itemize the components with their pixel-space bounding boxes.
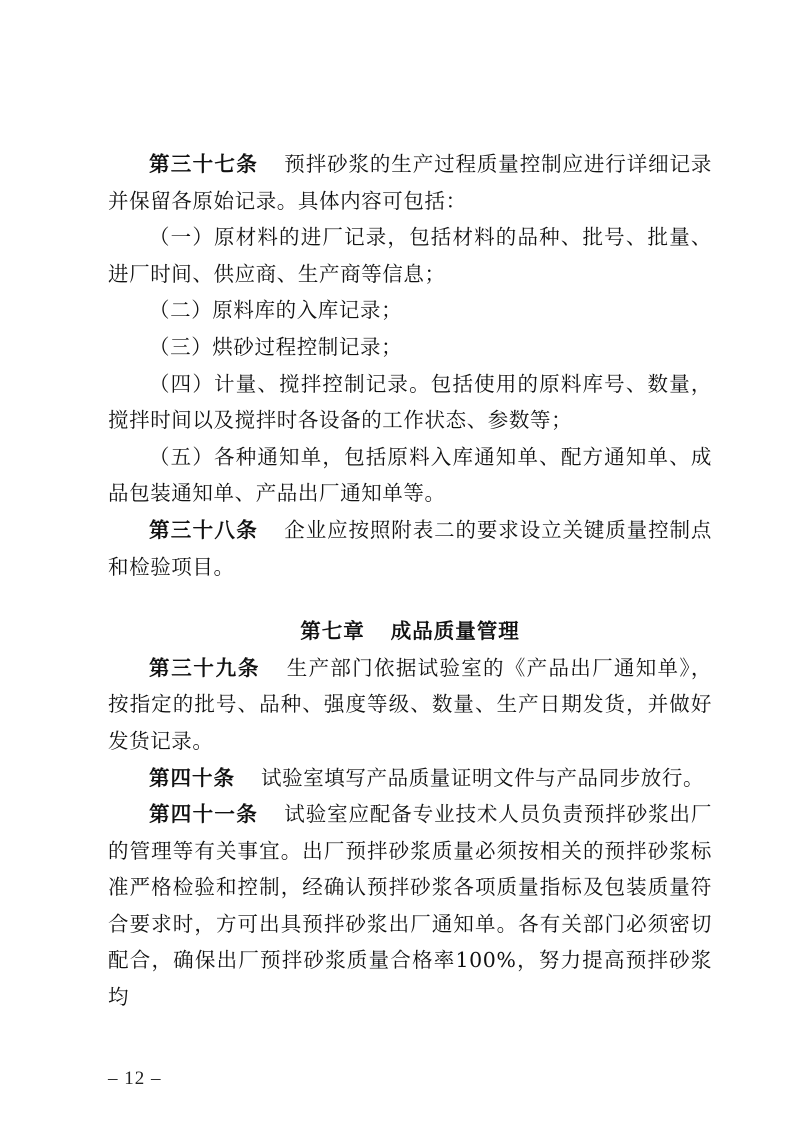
article-38 xyxy=(108,512,712,585)
article-39-label: 第三十九条 xyxy=(149,655,261,680)
article-37-item-1: （一）原材料的进厂记录，包括材料的品种、批号、批量、进厂时间、供应商、生产商等信息； xyxy=(108,225,712,286)
article-41-text: 试验室应配备专业技术人员负责预拌砂浆出厂的管理等有关事宜。出厂预拌砂浆质量必须按相关的预拌砂浆标准严格检验和控制，经确认预拌砂浆各项质量指标及包装质量符合要求时，方可出具预拌砂浆出厂通知单。各有关部门必须密切配合，确保出厂预拌砂浆质量合格率100%，努力提高预拌砂浆均 xyxy=(108,802,712,1010)
article-37-label: 第三十七条 xyxy=(149,152,258,176)
article-37 xyxy=(108,146,712,219)
document-body xyxy=(108,146,712,1016)
article-41-label: 第四十一条 xyxy=(149,802,258,827)
article-37-item-4: （四）计量、搅拌控制记录。包括使用的原料库号、数量，搅拌时间以及搅拌时各设备的工作状态、参数等； xyxy=(108,371,712,433)
article-40-text: 试验室填写产品质量证明文件与产品同步放行。 xyxy=(261,765,705,790)
article-37-item-5: （五）各种通知单，包括原料入库通知单、配方通知单、成品包装通知单、产品出厂通知单等。 xyxy=(108,444,712,506)
article-39-text: 生产部门依据试验室的《产品出厂通知单》，按指定的批号、品种、强度等级、数量、生产日期发货，并做好发货记录。 xyxy=(108,655,713,753)
article-37-item-3: （三）烘砂过程控制记录； xyxy=(149,334,403,359)
chapter-heading xyxy=(108,613,712,650)
article-38-label: 第三十八条 xyxy=(149,517,258,542)
article-37-item-2: （二）原料库的入库记录； xyxy=(149,298,403,323)
article-41 xyxy=(108,796,712,1016)
article-38-text: 企业应按照附表二的要求设立关键质量控制点和检验项目。 xyxy=(108,517,712,579)
article-40 xyxy=(108,760,712,797)
article-37-text: 预拌砂浆的生产过程质量控制应进行详细记录并保留各原始记录。具体内容可包括： xyxy=(108,152,712,213)
chapter-number: 第七章 xyxy=(300,619,365,644)
page-number: – 12 – xyxy=(108,1068,162,1089)
article-39 xyxy=(108,650,712,760)
article-40-label: 第四十条 xyxy=(149,765,235,790)
chapter-title: 成品质量管理 xyxy=(390,619,520,644)
